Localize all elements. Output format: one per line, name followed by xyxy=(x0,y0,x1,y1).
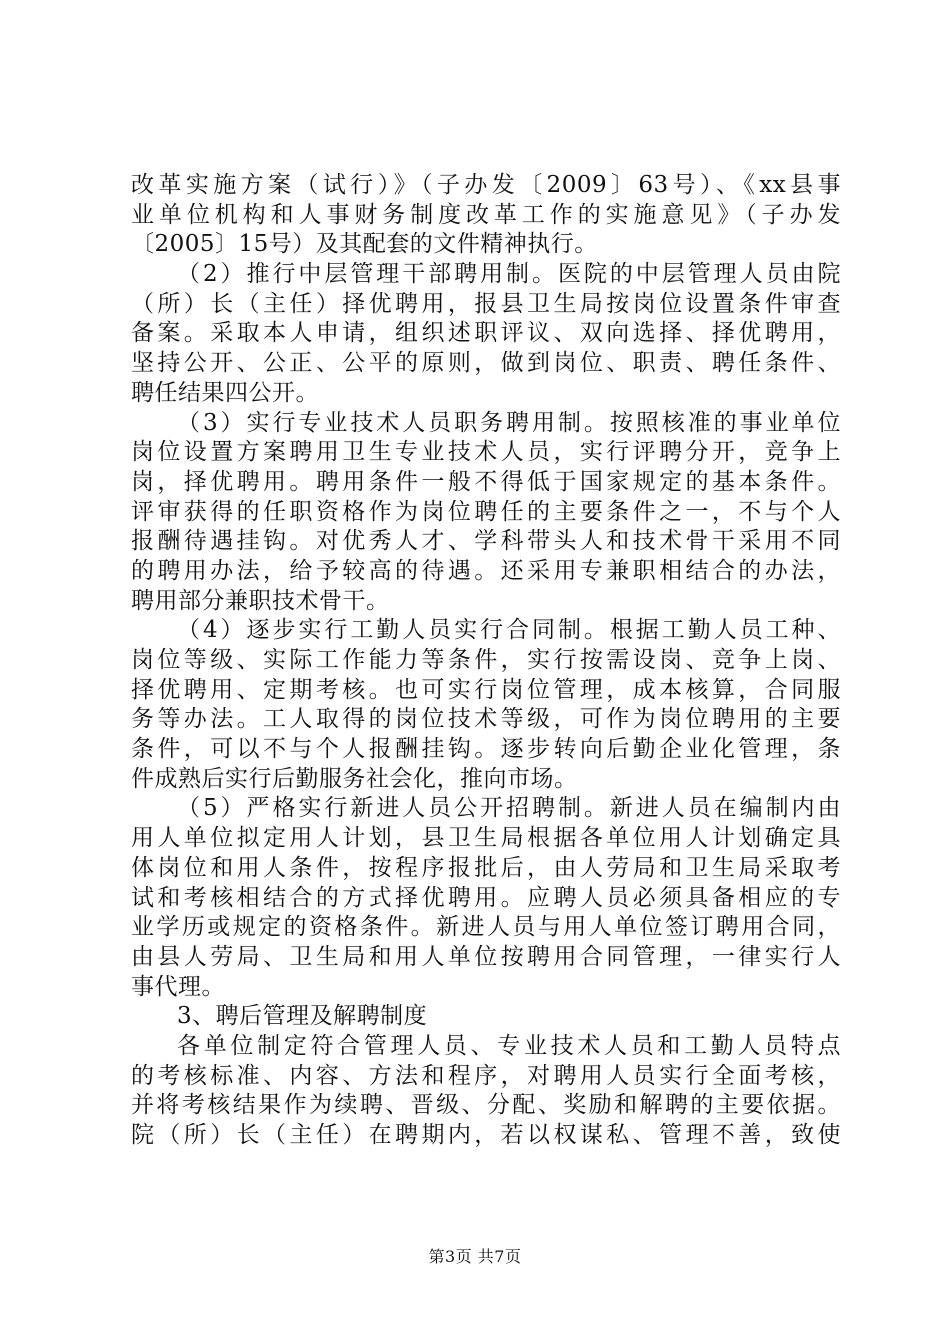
text-line: （5）严格实行新进人员公开招聘制。新进人员在编制内由 xyxy=(177,795,841,822)
text-line: 业单位机构和人事财务制度改革工作的实施意见》（子办发 xyxy=(131,201,841,228)
text-line: 事代理。 xyxy=(131,973,225,1000)
text-line: 各单位制定符合管理人员、专业技术人员和工勤人员特点 xyxy=(177,1032,841,1059)
text-line: 聘用部分兼职技术骨干。 xyxy=(131,587,390,614)
text-line: 岗位设置方案聘用卫生专业技术人员，实行评聘分开，竞争上 xyxy=(131,439,841,466)
text-line: 条件，可以不与个人报酬挂钩。逐步转向后勤企业化管理，条 xyxy=(131,736,841,763)
text-line: 备案。采取本人申请，组织述职评议、双向选择、择优聘用， xyxy=(131,320,841,347)
text-line: 务等办法。工人取得的岗位技术等级，可作为岗位聘用的主要 xyxy=(131,706,841,733)
text-line: 改革实施方案（试行）》（子办发〔2009〕63号）、《xx县事 xyxy=(131,172,841,198)
text-line: 3、聘后管理及解聘制度 xyxy=(177,1003,428,1030)
text-line: （4）逐步实行工勤人员实行合同制。根据工勤人员工种、 xyxy=(177,617,841,644)
text-line: （3）实行专业技术人员职务聘用制。按照核准的事业单位 xyxy=(177,409,841,436)
text-line: 院（所）长（主任）在聘期内，若以权谋私、管理不善，致使 xyxy=(131,1122,841,1148)
text-line: 择优聘用、定期考核。也可实行岗位管理，成本核算，合同服 xyxy=(131,676,841,703)
text-line: 报酬待遇挂钩。对优秀人才、学科带头人和技术骨干采用不同 xyxy=(131,528,841,555)
text-line: 用人单位拟定用人计划，县卫生局根据各单位用人计划确定具 xyxy=(131,825,841,852)
text-line: （所）长（主任）择优聘用，报县卫生局按岗位设置条件审查 xyxy=(131,290,841,317)
text-line: （2）推行中层管理干部聘用制。医院的中层管理人员由院 xyxy=(177,261,841,288)
text-line: 由县人劳局、卫生局和用人单位按聘用合同管理，一律实行人 xyxy=(131,943,841,970)
text-line: 〔2005〕15号）及其配套的文件精神执行。 xyxy=(131,231,598,258)
text-line: 并将考核结果作为续聘、晋级、分配、奖励和解聘的主要依据。 xyxy=(131,1092,841,1119)
text-line: 试和考核相结合的方式择优聘用。应聘人员必须具备相应的专 xyxy=(131,884,841,911)
document-body xyxy=(131,171,841,1151)
text-line: 体岗位和用人条件，按程序报批后，由人劳局和卫生局采取考 xyxy=(131,854,841,881)
page-footer: 第3页 共7页 xyxy=(428,1247,522,1266)
text-line: 坚持公开、公正、公平的原则，做到岗位、职责、聘任条件、 xyxy=(131,350,841,377)
text-line: 件成熟后实行后勤服务社会化，推向市场。 xyxy=(131,765,578,792)
text-line: 聘任结果四公开。 xyxy=(131,379,319,406)
text-line: 的聘用办法，给予较高的待遇。还采用专兼职相结合的办法， xyxy=(131,557,841,584)
text-line: 岗位等级、实际工作能力等条件，实行按需设岗、竞争上岗、 xyxy=(131,647,841,673)
text-line: 评审获得的任职资格作为岗位聘任的主要条件之一，不与个人 xyxy=(131,498,841,525)
text-line: 业学历或规定的资格条件。新进人员与用人单位签订聘用合同， xyxy=(131,914,841,941)
text-line: 的考核标准、内容、方法和程序，对聘用人员实行全面考核， xyxy=(131,1062,841,1089)
text-line: 岗，择优聘用。聘用条件一般不得低于国家规定的基本条件。 xyxy=(131,468,841,495)
